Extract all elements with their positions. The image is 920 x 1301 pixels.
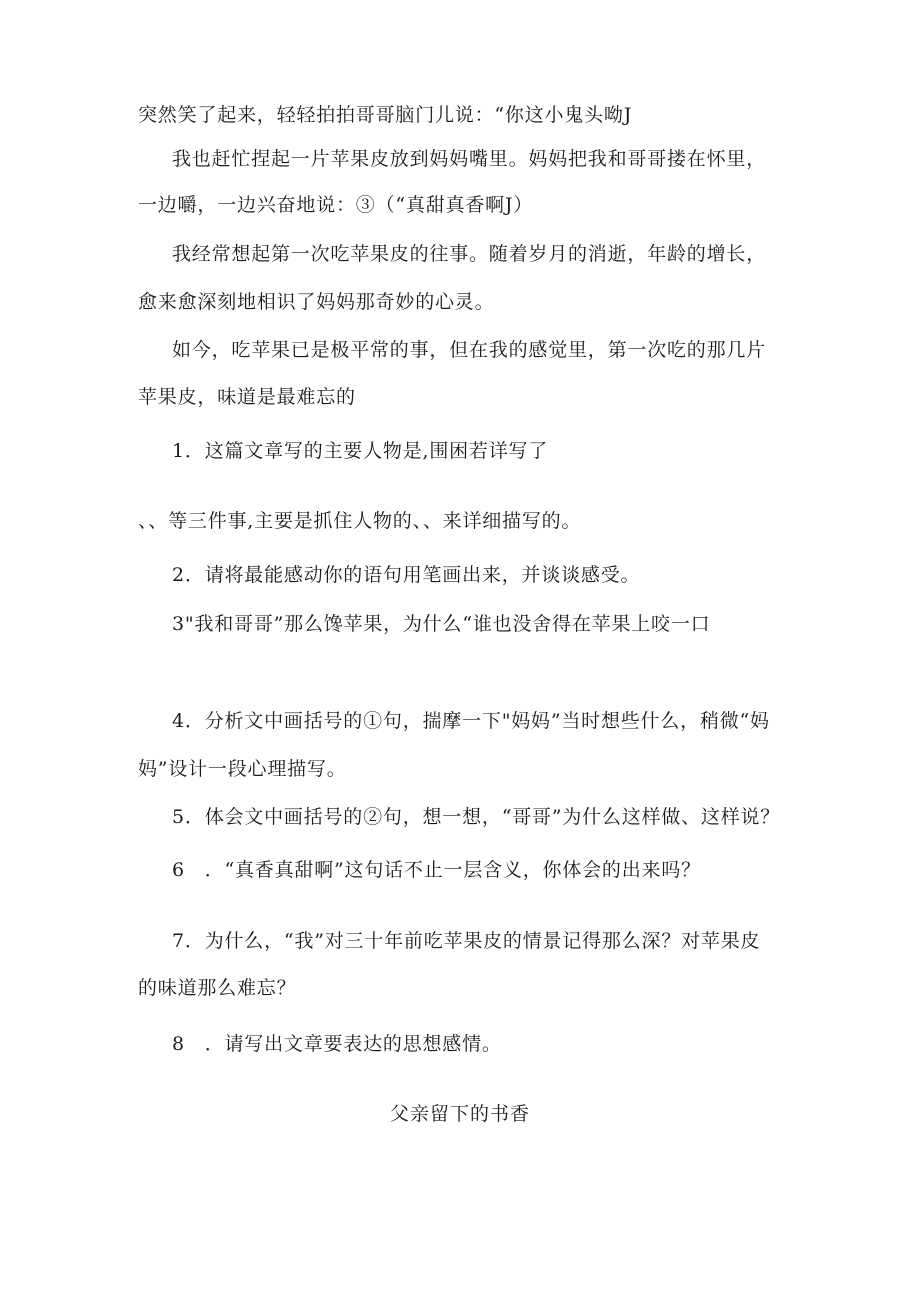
question-4: 4．分析文中画括号的①句，揣摩一下"妈妈”当时想些什么，稍微“妈 [172,710,770,732]
next-article-title: 父亲留下的书香 [390,1103,531,1125]
question-2: 2．请将最能感动你的语句用笔画出来，并谈谈感受。 [172,564,641,586]
paragraph-line: 一边嚼，一边兴奋地说：③（“真甜真香啊J） [138,194,534,216]
question-1-continuation: 、、等三件事,主要是抓住人物的、、来详细描写的。 [138,510,582,532]
paragraph-line: 我也赶忙捏起一片苹果皮放到妈妈嘴里。妈妈把我和哥哥搂在怀里， [172,148,767,170]
question-7: 7．为什么，“我”对三十年前吃苹果皮的情景记得那么深？对苹果皮 [172,930,761,952]
question-3: 3"我和哥哥”那么馋苹果，为什么“谁也没舍得在苹果上咬一口 [172,613,711,635]
paragraph-line: 苹果皮，味道是最难忘的 [138,386,356,408]
paragraph-line: 突然笑了起来，轻轻拍拍哥哥脑门儿说：“你这小鬼头呦J [138,104,633,126]
question-7-continuation: 的味道那么难忘？ [138,977,297,999]
question-6: 6 ．“真香真甜啊”这句话不止一层含义，你体会的出来吗？ [172,859,701,881]
question-8: 8 ．请写出文章要表达的思想感情。 [172,1033,502,1055]
question-4-continuation: 妈”设计一段心理描写。 [138,758,347,780]
paragraph-line: 愈来愈深刻地相识了妈妈那奇妙的心灵。 [138,291,495,313]
paragraph-line: 如今，吃苹果已是极平常的事，但在我的感觉里，第一次吃的那几片 [172,339,767,361]
question-5: 5．体会文中画括号的②句，想一想，“哥哥”为什么这样做、这样说？ [172,806,781,828]
paragraph-line: 我经常想起第一次吃苹果皮的往事。随着岁月的消逝，年龄的增长， [172,243,767,265]
question-1: 1．这篇文章写的主要人物是,围困若详写了 [172,440,549,462]
